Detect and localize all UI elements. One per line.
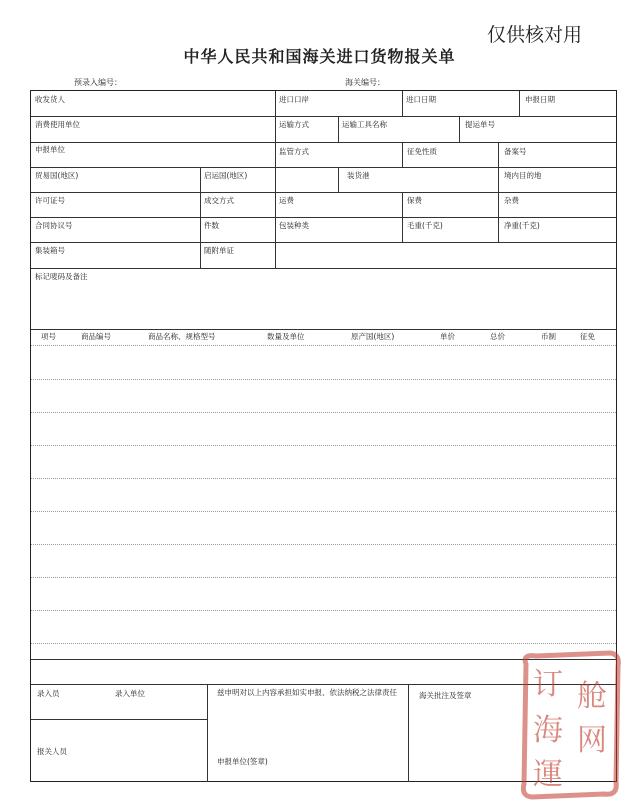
goods-header-unit-price: 单价 bbox=[440, 332, 455, 341]
marks-remarks-label: 标记唛码及备注 bbox=[35, 272, 88, 281]
seal-char-3: 海 bbox=[533, 713, 563, 748]
declare-unit-seal-label: 申报单位(签章) bbox=[217, 757, 268, 766]
customs-number-label: 海关编号： bbox=[345, 78, 385, 87]
legal-statement: 兹申明对以上内容承担如实申报、依法纳税之法律责任 bbox=[217, 688, 397, 697]
goods-header-item-no: 项号 bbox=[41, 332, 56, 341]
domestic-destination-label: 境内目的地 bbox=[504, 171, 542, 180]
goods-header-origin: 原产国(地区) bbox=[351, 332, 395, 341]
goods-header-goods-name: 商品名称、规格型号 bbox=[148, 332, 216, 341]
supervision-mode-label: 监管方式 bbox=[279, 147, 309, 156]
customs-approval-label: 海关批注及签章 bbox=[419, 691, 472, 700]
package-type-label: 包装种类 bbox=[279, 221, 309, 230]
container-number-label: 集装箱号 bbox=[35, 246, 65, 255]
contract-number-label: 合同协议号 bbox=[35, 221, 73, 230]
loading-port-label: 装货港 bbox=[347, 171, 370, 180]
gross-weight-label: 毛重(千克) bbox=[407, 221, 443, 230]
seal-char-4: 网 bbox=[577, 723, 607, 758]
pre-entry-number-label: 预录入编号： bbox=[74, 78, 122, 87]
declare-date-label: 申报日期 bbox=[525, 95, 555, 104]
entry-clerk-label: 录入员 bbox=[37, 689, 60, 698]
import-date-label: 进口日期 bbox=[406, 95, 436, 104]
transport-tool-label: 运输工具名称 bbox=[342, 120, 387, 129]
origin-country-label: 启运国(地区) bbox=[204, 171, 248, 180]
consignee-label: 收发货人 bbox=[35, 95, 65, 104]
levy-nature-label: 征免性质 bbox=[407, 147, 437, 156]
company-seal-stamp bbox=[518, 650, 622, 800]
freight-label: 运费 bbox=[279, 196, 294, 205]
goods-header-goods-code: 商品编号 bbox=[81, 332, 111, 341]
insurance-label: 保费 bbox=[407, 196, 422, 205]
goods-header-levy: 征免 bbox=[580, 332, 595, 341]
deal-mode-label: 成交方式 bbox=[204, 196, 234, 205]
declarer-label: 申报单位 bbox=[35, 145, 65, 154]
transport-mode-label: 运输方式 bbox=[279, 120, 309, 129]
goods-header-currency: 币制 bbox=[541, 332, 556, 341]
goods-header-total-price: 总价 bbox=[490, 332, 505, 341]
record-number-label: 备案号 bbox=[504, 147, 527, 156]
seal-char-1: 订 bbox=[533, 667, 563, 702]
misc-fee-label: 杂费 bbox=[504, 196, 519, 205]
seal-char-5: 運 bbox=[533, 757, 563, 792]
entry-unit-label: 录入单位 bbox=[115, 689, 145, 698]
net-weight-label: 净重(千克) bbox=[504, 221, 540, 230]
attached-documents-label: 随附单证 bbox=[204, 246, 234, 255]
goods-header-qty-unit: 数量及单位 bbox=[267, 332, 305, 341]
license-number-label: 许可证号 bbox=[35, 196, 65, 205]
consumer-unit-label: 消费使用单位 bbox=[35, 120, 80, 129]
bill-number-label: 提运单号 bbox=[465, 120, 495, 129]
trade-country-label: 贸易国(地区) bbox=[35, 171, 79, 180]
import-port-label: 进口口岸 bbox=[279, 95, 309, 104]
seal-char-2: 舱 bbox=[577, 679, 607, 714]
pieces-label: 件数 bbox=[204, 221, 219, 230]
broker-label: 报关人员 bbox=[37, 747, 67, 756]
watermark-text: 仅供核对用 bbox=[487, 24, 583, 46]
form-title: 中华人民共和国海关进口货物报关单 bbox=[183, 47, 456, 66]
